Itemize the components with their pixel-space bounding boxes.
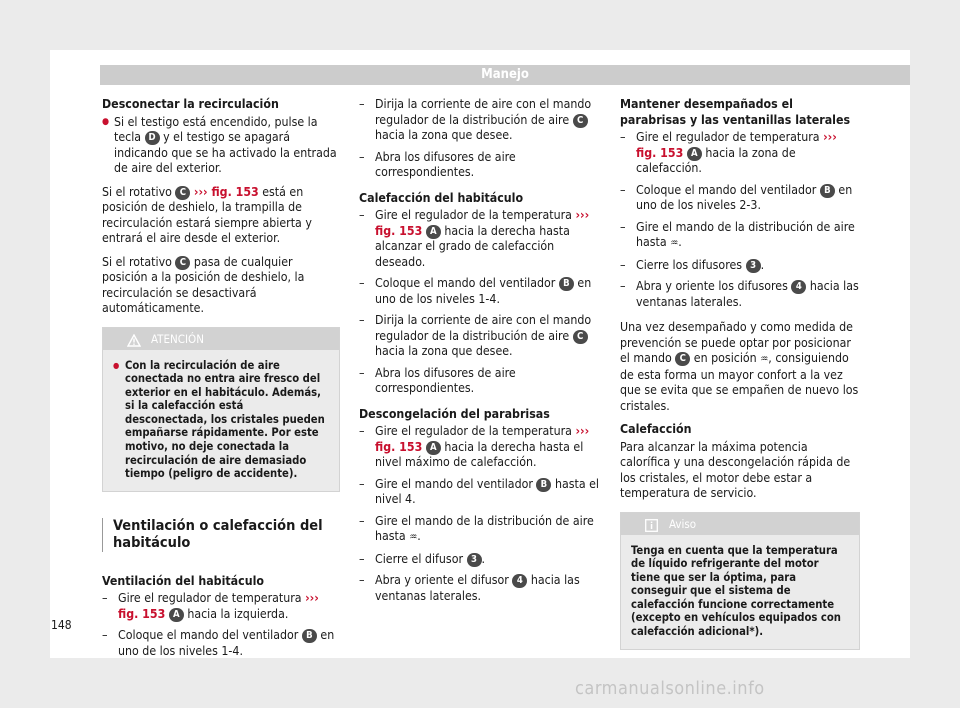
label-badge: D (145, 131, 160, 145)
label-badge: B (302, 629, 317, 643)
step-item: – Gire el regulador de temperatura ››› fig. 153 A hacia la izquierda. (102, 591, 340, 622)
label-badge: A (687, 147, 702, 161)
info-icon (645, 517, 658, 539)
label-badge: 4 (791, 280, 806, 294)
step-item: – Coloque el mando del ventilador B en uno de los niveles 2-3. (620, 183, 860, 214)
step-item: – Cierre el difusor 3 . (359, 552, 601, 568)
page-number: 148 (51, 618, 72, 632)
step-item: – Abra los difusores de aire correspondientes. (359, 366, 601, 397)
label-badge: B (559, 277, 574, 291)
step-item: – Gire el regulador de temperatura ››› fig. 153 A hacia la zona de calefacción. (620, 130, 860, 177)
heading-ventilacion: Ventilación del habitáculo (102, 573, 264, 588)
label-badge: 3 (746, 259, 761, 273)
figure-link[interactable]: ››› fig. 153 (375, 424, 590, 454)
step-item: – Gire el regulador de la temperatura ››› fig. 153 A hacia la derecha hasta alcanzar el grado de calefacción deseado. (359, 208, 601, 270)
label-badge: 3 (467, 553, 482, 567)
note-box (620, 512, 860, 650)
figure-link[interactable]: ››› fig. 153 (636, 130, 837, 160)
step-item: – Dirija la corriente de aire con el mando regulador de la distribución de aire C hacia la zona que desee. (359, 97, 601, 144)
step-item: – Gire el mando de la distribución de aire hasta ♒. (359, 514, 601, 546)
column-1 (102, 97, 340, 665)
note-header: Aviso (621, 513, 859, 535)
step-item: – Coloque el mando del ventilador B en uno de los niveles 1-4. (359, 276, 601, 307)
paragraph: Una vez desempañado y como medida de prevención se puede optar por posicionar el mando C en posición ♒, consiguiendo de esta forma un mayor confort a la vez que se evita que se empañen de nuevo los cristales. (620, 320, 859, 413)
step-item: – Abra los difusores de aire correspondientes. (359, 150, 601, 181)
column-2 (359, 97, 601, 610)
step-item: – Cierre los difusores 3 . (620, 258, 860, 274)
label-badge: A (426, 441, 441, 455)
bullet-item: ● Si el testigo está encendido, pulse la tecla D y el testigo se apagará indicando que se ha activado la entrada de aire del exterior. (102, 115, 340, 177)
column-3 (620, 97, 860, 650)
step-item: – Abra y oriente el difusor 4 hacia las ventanas laterales. (359, 573, 601, 604)
warning-box (102, 327, 340, 492)
label-badge: A (169, 608, 184, 622)
step-item: – Coloque el mando del ventilador B en uno de los niveles 1-4. (102, 628, 340, 659)
paragraph: Si el rotativo C pasa de cualquier posición a la posición de deshielo, la recirculación se desactivará automáticamente. (102, 254, 305, 315)
note-text: Tenga en cuenta que la temperatura de líquido refrigerante del motor tiene que ser la óptima, para conseguir que el sistema de calefacción funcione correctamente (excepto en vehículos equipados con calefacción adicional*). (631, 543, 841, 639)
heading-desconectar: Desconectar la recirculación (102, 97, 279, 111)
windshield-defrost-icon: ♒ (409, 532, 418, 543)
warning-triangle-icon (127, 332, 141, 354)
page-header: Manejo (100, 65, 910, 85)
warning-header: ATENCIÓN (103, 328, 339, 350)
paragraph: Para alcanzar la máxima potencia calorífica y una descongelación rápida de los cristales, el motor debe estar a temperatura de servicio. (620, 439, 851, 500)
heading-mantener: Mantener desempañados el parabrisas y las ventanillas laterales (620, 97, 851, 127)
figure-link[interactable]: ››› fig. 153 (375, 208, 590, 238)
step-item: – Abra y oriente los difusores 4 hacia las ventanas laterales. (620, 279, 860, 310)
label-badge: C (175, 256, 190, 270)
label-badge: B (536, 478, 551, 492)
label-badge: C (573, 330, 588, 344)
warning-text: ● Con la recirculación de aire conectada no entra aire fresco del exterior en el habitáculo. Además, si la calefacción está desconectada, los cristales pueden empañarse rápidamente. Por este motivo, no deje conectada la recirculación de aire demasiado tiempo (peligro de accidente). (113, 359, 329, 481)
defrost-position-icon: ♒ (760, 354, 769, 365)
step-item: – Gire el mando de la distribución de aire hasta ♒. (620, 220, 860, 252)
manual-page (50, 50, 910, 658)
label-badge: A (426, 225, 441, 239)
heading-calefaccion-2: Calefacción (620, 422, 692, 436)
label-badge: C (675, 352, 690, 366)
paragraph: Si el rotativo C ››› fig. 153 está en posición de deshielo, la trampilla de recirculación estará siempre abierta y entrará el aire desde el exterior. (102, 184, 312, 245)
figure-link[interactable]: ››› fig. 153 (118, 591, 319, 621)
step-item: – Dirija la corriente de aire con el mando regulador de la distribución de aire C hacia la zona que desee. (359, 313, 601, 360)
heading-calefaccion: Calefacción del habitáculo (359, 190, 524, 205)
watermark: carmanualsonline.info (575, 678, 765, 699)
label-badge: B (820, 184, 835, 198)
label-badge: C (175, 186, 190, 200)
step-item: – Gire el mando del ventilador B hasta el nivel 4. (359, 477, 601, 508)
section-title: Ventilación o calefacción del habitáculo (102, 518, 340, 552)
windshield-defrost-icon: ♒ (670, 238, 679, 249)
label-badge: C (573, 114, 588, 128)
heading-descongelacion: Descongelación del parabrisas (359, 406, 550, 421)
step-item: – Gire el regulador de la temperatura ››› fig. 153 A hacia la derecha hasta el nivel máximo de calefacción. (359, 424, 601, 471)
figure-link[interactable]: ››› fig. 153 (193, 184, 259, 199)
label-badge: 4 (512, 574, 527, 588)
